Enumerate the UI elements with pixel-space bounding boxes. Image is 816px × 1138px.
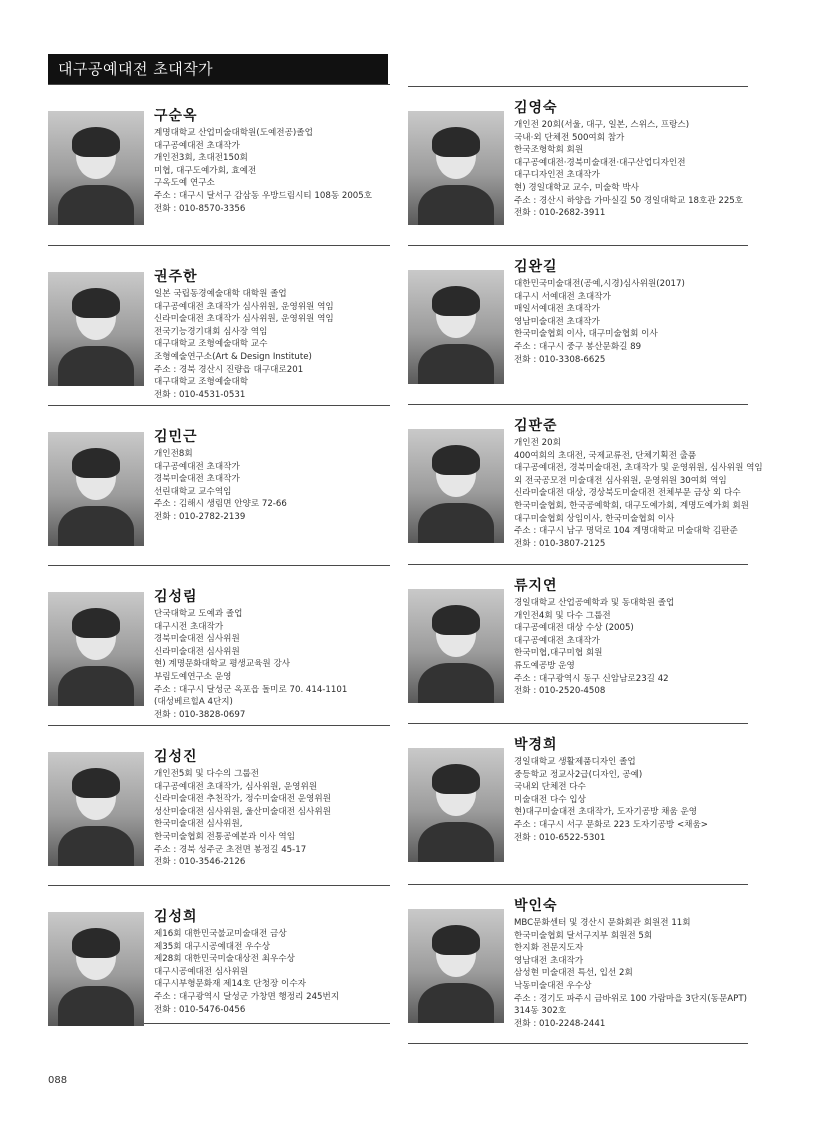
detail-line: 대구시 서예대전 초대작가 — [514, 291, 611, 302]
detail-line: 중등학교 정교사2급(디자인, 공예) — [514, 769, 643, 780]
artist-name: 김성림 — [154, 589, 198, 605]
portrait-hair-shape — [72, 448, 120, 478]
detail-line: 개인전 20회(서울, 대구, 일본, 스위스, 프랑스) — [514, 120, 690, 130]
detail-line: 경북미술대전 초대작가 — [154, 474, 240, 485]
artist-photo — [408, 111, 504, 225]
detail-line: 주소 : 경북 경산시 진량읍 대구대로201 — [154, 364, 304, 375]
page-number: 088 — [48, 1075, 68, 1086]
artist-photo — [48, 752, 144, 866]
detail-line: 낙동미술대전 우수상 — [514, 980, 592, 991]
artist-entry — [408, 404, 763, 564]
detail-line: 주소 : 대구광역시 동구 신암남로23길 42 — [514, 673, 669, 684]
artist-entry — [48, 885, 390, 1024]
detail-line: 류도예공방 운영 — [514, 660, 575, 671]
artist-photo — [48, 272, 144, 386]
artist-photo — [48, 912, 144, 1026]
detail-line: 국내외 단체전 다수 — [514, 782, 586, 793]
detail-line: 대구공예대전 초대작가 심사위원, 운영위원 역임 — [154, 301, 334, 312]
artist-name: 김완길 — [514, 259, 558, 275]
artist-info — [154, 107, 390, 215]
portrait-hair-shape — [432, 127, 480, 157]
artist-details — [154, 127, 390, 215]
portrait-hair-shape — [432, 605, 480, 635]
detail-line: 영남미술대전 초대작가 — [514, 316, 600, 327]
detail-line: 신라미술대전 추천작가, 정수미술대전 운영위원 — [154, 794, 331, 805]
detail-line: 제28회 대한민국미술대상전 최우수상 — [154, 954, 295, 965]
portrait-hair-shape — [432, 286, 480, 316]
artist-details — [154, 448, 390, 524]
detail-line: 신라미술대전 초대작가 심사위원, 운영위원 역임 — [154, 314, 334, 325]
artist-photo — [408, 909, 504, 1023]
portrait-body-shape — [58, 185, 134, 225]
detail-line: 신라미술대전 심사위원 — [154, 646, 240, 657]
detail-line: 전화 : 010-4531-0531 — [154, 389, 246, 400]
artist-name: 김성희 — [154, 909, 198, 925]
portrait-body-shape — [418, 663, 494, 703]
artist-photo — [48, 592, 144, 706]
artist-entry — [408, 564, 748, 723]
artist-entry — [48, 405, 390, 565]
artist-photo — [408, 429, 504, 543]
detail-line: 경일대학교 산업공예학과 및 동대학원 졸업 — [514, 598, 675, 608]
portrait-hair-shape — [72, 928, 120, 958]
artist-photo — [408, 589, 504, 703]
right-column — [408, 86, 763, 1044]
artist-details — [154, 768, 390, 869]
detail-line: 개인전4회 및 다수 그룹전 — [514, 610, 611, 621]
detail-line: 주소 : 대구시 서구 문화로 223 도자기공방 <채움> — [514, 819, 708, 830]
artist-details — [514, 917, 748, 1030]
detail-line: 전화 : 010-3807-2125 — [514, 538, 606, 549]
portrait-body-shape — [418, 344, 494, 384]
detail-line: 대구대학교 조형예술대학 — [154, 377, 249, 388]
portrait-body-shape — [418, 503, 494, 543]
section-title: 대구공예대전 초대작가 — [48, 54, 388, 84]
portrait-body-shape — [58, 506, 134, 546]
detail-line: 대구공예대전 초대작가 — [154, 140, 240, 151]
detail-line: 전화 : 010-3546-2126 — [154, 857, 246, 868]
detail-line: 개인전 20회 — [514, 438, 561, 448]
detail-line: 매일서예대전 초대작가 — [514, 304, 600, 315]
detail-line: 대구공예대전, 경북미술대전, 초대작가 및 운영위원, 심사위원 역임 — [514, 463, 763, 474]
detail-line: 대구시전 초대작가 — [154, 621, 224, 632]
detail-line: 한국미술협회 이사, 대구미술협회 이사 — [514, 329, 658, 340]
detail-line: 주소 : 대구시 달성군 옥포읍 돌미로 70. 414-1101 — [154, 684, 348, 695]
detail-line: MBC문화센터 및 경산시 문화회관 회원전 11회 — [514, 918, 691, 928]
artist-info — [154, 428, 390, 524]
artist-info — [514, 577, 748, 698]
detail-line: 신라미술대전 대상, 경상북도미술대전 전체부문 금상 외 다수 — [514, 488, 741, 499]
detail-line: 주소 : 김해시 생림면 안양로 72-66 — [154, 499, 287, 510]
detail-line: 전화 : 010-3308-6625 — [514, 354, 606, 365]
detail-line: 외 전국공모전 미술대전 심사위원, 운영위원 30여회 역임 — [514, 475, 727, 486]
artist-details — [154, 288, 390, 401]
detail-line: 개인전8회 — [154, 449, 193, 459]
detail-line: 주소 : 대구광역시 달성군 가창면 행정리 245번지 — [154, 991, 340, 1002]
detail-line: 계명대학교 산업미술대학원(도예전공)졸업 — [154, 128, 313, 138]
detail-line: 미술대전 다수 입상 — [514, 794, 586, 805]
detail-line: 대구공예대전 초대작가, 심사위원, 운영위원 — [154, 781, 318, 792]
detail-line: 경일대학교 생활제품디자인 졸업 — [514, 757, 636, 767]
portrait-body-shape — [418, 822, 494, 862]
portrait-body-shape — [418, 185, 494, 225]
portrait-hair-shape — [72, 288, 120, 318]
portrait-hair-shape — [72, 768, 120, 798]
detail-line: 전화 : 010-6522-5301 — [514, 832, 606, 843]
portrait-body-shape — [418, 983, 494, 1023]
detail-line: 영남대전 초대작가 — [514, 955, 584, 966]
detail-line: 개인전3회, 초대전150회 — [154, 153, 248, 164]
artist-details — [154, 928, 390, 1016]
artist-entry — [408, 86, 748, 245]
detail-line: 전화 : 010-3828-0697 — [154, 709, 246, 720]
detail-line: 대구공예대전 초대작가 — [514, 635, 600, 646]
detail-line: 일본 국립동경예술대학 대학원 졸업 — [154, 289, 287, 299]
detail-line: 주소 : 경북 성주군 초전면 봉정길 45-17 — [154, 844, 307, 855]
artist-name: 구순옥 — [154, 108, 198, 124]
portrait-body-shape — [58, 666, 134, 706]
detail-line: 한국미협,대구미협 회원 — [514, 648, 603, 659]
portrait-hair-shape — [432, 925, 480, 955]
artist-info — [154, 588, 390, 721]
detail-line: 주소 : 대구시 중구 봉산문화길 89 — [514, 341, 642, 352]
artist-details — [514, 437, 763, 550]
artist-name: 류지연 — [514, 578, 558, 594]
detail-line: 주소 : 경산시 하양읍 가마실길 50 경일대학교 18호관 225호 — [514, 195, 744, 206]
detail-line: 현) 경일대학교 교수, 미술학 박사 — [514, 182, 639, 193]
portrait-body-shape — [58, 826, 134, 866]
detail-line: 한국미술협회, 한국공예학회, 대구도예가회, 계명도예가회 회원 — [514, 500, 749, 511]
artist-info — [514, 258, 748, 366]
portrait-hair-shape — [432, 764, 480, 794]
artist-entry — [48, 84, 390, 245]
artist-photo — [48, 111, 144, 225]
detail-line: 전화 : 010-2682-3911 — [514, 208, 606, 219]
artist-info — [154, 748, 390, 869]
left-column — [48, 84, 390, 1024]
detail-line: 전화 : 010-2520-4508 — [514, 686, 606, 697]
detail-line: 주소 : 대구시 남구 명덕로 104 계명대학교 미술대학 김판준 — [514, 526, 738, 537]
artist-info — [514, 99, 748, 220]
artist-entry — [408, 884, 748, 1044]
detail-line: 전국기능경기대회 심사장 역임 — [154, 326, 268, 337]
artist-name: 박경희 — [514, 737, 558, 753]
artist-info — [514, 736, 748, 844]
artist-name: 권주한 — [154, 269, 198, 285]
detail-line: 현) 계명문화대학교 평생교육원 강사 — [154, 659, 291, 670]
artist-entry — [408, 245, 748, 404]
artist-name: 박인숙 — [514, 898, 558, 914]
artist-name: 김판준 — [514, 418, 558, 434]
detail-line: 성산미술대전 심사위원, 울산미술대전 심사위원 — [154, 806, 331, 817]
detail-line: 삼성현 미술대전 특선, 입선 2회 — [514, 968, 633, 979]
artist-info — [514, 417, 763, 550]
artist-name: 김성진 — [154, 749, 198, 765]
detail-line: 조형예술연구소(Art & Design Institute) — [154, 351, 312, 362]
detail-line: 구옥도예 연구소 — [154, 178, 215, 189]
detail-line: 대구시부형문화재 제14호 단청장 이수자 — [154, 979, 306, 990]
detail-line: 대구공예대전·경북미술대전·대구산업디자인전 — [514, 157, 686, 168]
detail-line: 개인전5회 및 다수의 그룹전 — [154, 769, 259, 779]
portrait-body-shape — [58, 346, 134, 386]
detail-line: (대성베르힐A 4단지) — [154, 697, 233, 708]
detail-line: 선린대학교 교수역임 — [154, 486, 232, 497]
detail-line: 주소 : 경기도 파주시 금바위로 100 가람마을 3단지(동문APT) — [514, 993, 747, 1004]
detail-line: 주소 : 대구시 달서구 감삼동 우방드림시티 108동 2005호 — [154, 190, 373, 201]
artist-entry — [48, 565, 390, 725]
artist-photo — [408, 270, 504, 384]
artist-details — [514, 119, 748, 220]
portrait-hair-shape — [72, 127, 120, 157]
detail-line: 현)대구미술대전 초대작가, 도자기공방 채움 운영 — [514, 807, 698, 818]
detail-line: 대구공예대전 대상 수상 (2005) — [514, 623, 634, 634]
detail-line: 제35회 대구시공예대전 우수상 — [154, 941, 271, 952]
artist-photo — [408, 748, 504, 862]
artist-entry — [48, 725, 390, 885]
detail-line: 대구공예대전 초대작가 — [154, 461, 240, 472]
artist-info — [154, 908, 390, 1016]
detail-line: 대한민국미술대전(공예,시경)심사위원(2017) — [514, 279, 685, 289]
artist-info — [154, 268, 390, 401]
detail-line: 제16회 대한민국불교미술대전 금상 — [154, 929, 287, 939]
detail-line: 경북미술대전 심사위원 — [154, 634, 240, 645]
detail-line: 314동 302호 — [514, 1006, 567, 1017]
detail-line: 미협, 대구도예가회, 효예전 — [154, 165, 257, 176]
portrait-hair-shape — [432, 445, 480, 475]
artist-info — [514, 897, 748, 1030]
artist-entry — [48, 245, 390, 405]
portrait-hair-shape — [72, 608, 120, 638]
artist-details — [154, 608, 390, 721]
detail-line: 대구미술협회 상임이사, 한국미술협회 이사 — [514, 513, 675, 524]
artist-photo — [48, 432, 144, 546]
detail-line: 부림도예연구소 운영 — [154, 671, 232, 682]
detail-line: 전화 : 010-8570-3356 — [154, 203, 246, 214]
detail-line: 단국대학교 도예과 졸업 — [154, 609, 243, 619]
detail-line: 한국미술협회 전통공예분과 이사 역임 — [154, 831, 296, 842]
artist-name: 김민근 — [154, 429, 198, 445]
detail-line: 대구대학교 조형예술대학 교수 — [154, 339, 268, 350]
detail-line: 한국조형학회 회원 — [514, 145, 584, 156]
artist-details — [514, 756, 748, 844]
detail-line: 대구디자인전 초대작가 — [514, 170, 600, 181]
portrait-body-shape — [58, 986, 134, 1026]
detail-line: 전화 : 010-5476-0456 — [154, 1004, 246, 1015]
detail-line: 전화 : 010-2782-2139 — [154, 511, 246, 522]
artist-details — [514, 597, 748, 698]
artist-entry — [408, 723, 748, 884]
detail-line: 대구시공예대전 심사위원 — [154, 966, 249, 977]
detail-line: 국내·외 단체전 500여회 참가 — [514, 132, 625, 143]
detail-line: 전화 : 010-2248-2441 — [514, 1018, 606, 1029]
artist-name: 김영숙 — [514, 100, 558, 116]
artist-details — [514, 278, 748, 366]
detail-line: 한국미술협회 달서구지부 회원전 5회 — [514, 930, 653, 941]
detail-line: 한국미술대전 심사위원, — [154, 819, 243, 830]
detail-line: 400여회의 초대전, 국제교류전, 단체기획전 출품 — [514, 450, 697, 461]
detail-line: 한지화 전문지도자 — [514, 943, 584, 954]
